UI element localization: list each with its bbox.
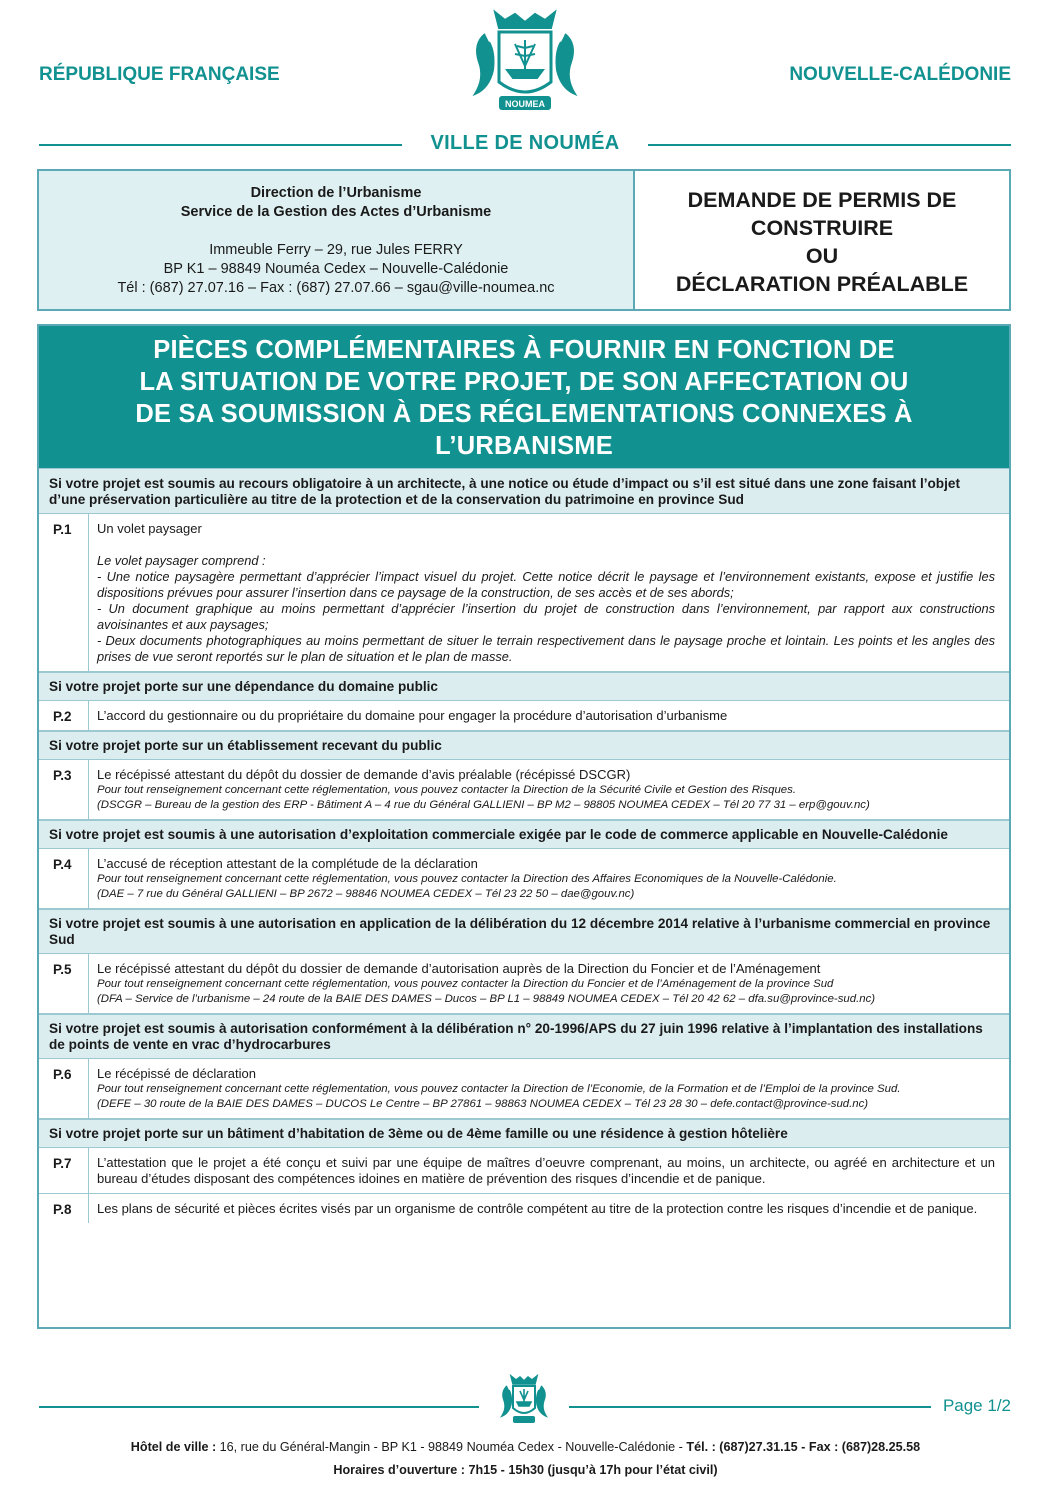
- city-divider: [39, 132, 1011, 156]
- item-text: Le récépissé attestant du dépôt du dossier de demande d’avis préalable (récépissé DSCGR): [97, 767, 631, 782]
- table-row-p2: [39, 701, 1009, 731]
- item-code: P.3: [39, 760, 89, 819]
- item-code: P.2: [39, 701, 89, 730]
- address-box: [37, 169, 635, 311]
- crest-banner-text: NOUMEA: [505, 99, 545, 109]
- form-title-box: [635, 169, 1011, 311]
- table-row-p7: [39, 1148, 1009, 1194]
- item-content: Les plans de sécurité et pièces écrites visés par un organisme de contrôle compétent au titre de la protection contre les risques d’incendie et de panique.: [97, 1201, 978, 1216]
- form-title-line2: CONSTRUIRE: [750, 216, 894, 240]
- item-content: [89, 954, 1009, 1013]
- item-content: [89, 514, 1009, 671]
- item-note: Pour tout renseignement concernant cette réglementation, vous pouvez contacter la Direction de la Sécurité Civile et Gestion des Risques.: [97, 784, 797, 796]
- item-content: [89, 1059, 1009, 1118]
- address-contact: Tél : (687) 27.07.16 – Fax : (687) 27.07.66 – sgau@ville-noumea.nc: [117, 280, 555, 296]
- form-title-line3: OU: [805, 244, 839, 268]
- form-title-line4: DÉCLARATION PRÉALABLE: [675, 272, 969, 296]
- section-domaine-public: Si votre projet porte sur une dépendance du domaine public: [39, 672, 1009, 701]
- item-code: P.5: [39, 954, 89, 1013]
- item-content: [89, 760, 1009, 819]
- page-number: Page 1/2: [942, 1396, 1011, 1415]
- item-text: L’accusé de réception attestant de la complétude de la déclaration: [97, 856, 478, 871]
- address-service: Service de la Gestion des Actes d’Urbanisme: [180, 204, 492, 220]
- address-gap: [39, 222, 633, 241]
- footer-hotel-address: 16, rue du Général-Mangin - BP K1 - 98849 Nouméa Cedex - Nouvelle-Calédonie -: [216, 1440, 687, 1454]
- item-contact: (DEFE – 30 route de la BAIE DES DAMES – DUCOS Le Centre – BP 27861 – 98863 NOUMEA CEDEX – Tél 23 28 30 – defe.contact@province-sud.nc): [97, 1098, 869, 1110]
- item-title: Un volet paysager: [97, 521, 202, 536]
- footer-address: [0, 1440, 1051, 1454]
- main-title: [39, 326, 1009, 468]
- section-habitation: Si votre projet porte sur un bâtiment d’habitation de 3ème ou de 4ème famille ou une résidence à gestion hôtelière: [39, 1119, 1009, 1148]
- address-direction: Direction de l’Urbanisme: [250, 185, 422, 201]
- item-content: L’accord du gestionnaire ou du propriétaire du domaine pour engager la procédure d’autorisation d’urbanisme: [97, 708, 728, 723]
- main-title-line3: DE SA SOUMISSION À DES RÉGLEMENTATIONS CONNEXES À: [135, 400, 913, 428]
- item-code: P.1: [39, 514, 89, 671]
- table-row-p6: [39, 1059, 1009, 1119]
- main-title-line2: LA SITUATION DE VOTRE PROJET, DE SON AFFECTATION OU: [139, 368, 909, 396]
- section-urbanisme-commercial: Si votre projet est soumis à une autorisation en application de la délibération du 12 décembre 2014 relative à l’urbanisme commercial en province Sud: [39, 909, 1009, 954]
- item-contact: (DSCGR – Bureau de la gestion des ERP - Bâtiment A – 4 rue du Général GALLIENI – BP M2 – 98805 NOUMEA CEDEX – Tél 20 77 31 – erp@gouv.nc): [97, 799, 870, 811]
- city-rule-right: [648, 144, 1011, 146]
- item-bullet-1: - Une notice paysagère permettant d’apprécier l’impact visuel du projet. Cette notice décrit le paysage et l’environnement existants, expose et justifie les dispositions prévues pour assurer l’insertion dans ce paysage de la construction, de ses accès et de ses abords;: [97, 569, 995, 600]
- item-code: P.8: [39, 1194, 89, 1223]
- item-note: Pour tout renseignement concernant cette réglementation, vous pouvez contacter la Direction des Affaires Economiques de la Nouvelle-Calédonie.: [97, 873, 837, 885]
- item-contact: (DAE – 7 rue du Général GALLIENI – BP 2672 – 98846 NOUMEA CEDEX – Tél 23 22 50 – dae@gouv.nc): [97, 888, 635, 900]
- noumea-crest-icon: [455, 4, 595, 122]
- table-row-p3: [39, 760, 1009, 820]
- footer-rule-left: [39, 1406, 479, 1408]
- footer-rule-right: [569, 1406, 931, 1408]
- item-code: P.6: [39, 1059, 89, 1118]
- header-republique: RÉPUBLIQUE FRANÇAISE: [39, 64, 280, 85]
- item-bullet-3: - Deux documents photographiques au moins permettant de situer le terrain respectivement dans le paysage proche et lointain. Les points et les angles des prises de vue seront reportés sur le plan de situation et le plan de masse.: [97, 633, 995, 664]
- item-bullet-2: - Un document graphique au moins permettant d’apprécier l’insertion du projet de construction dans l’environnement, par rapport aux constructions avoisinantes et aux paysages;: [97, 601, 995, 632]
- item-content: L’attestation que le projet a été conçu et suivi par une équipe de maîtres d’oeuvre comprenant, au moins, un architecte, ou agréé en architecture et un bureau d’études disposant des compétences idoines en matière de prévention des risques d’incendie et de panique.: [97, 1155, 995, 1186]
- city-name: VILLE DE NOUMÉA: [430, 132, 620, 154]
- section-architecte: Si votre projet est soumis au recours obligatoire à un architecte, à une notice ou étude d’impact ou s’il est situé dans une zone faisant l’objet d’une préservation particulière au titre de la protection et de la conservation du patrimoine en province Sud: [39, 468, 1009, 514]
- item-code: P.7: [39, 1148, 89, 1193]
- table-row-p4: [39, 849, 1009, 909]
- item-intro: Le volet paysager comprend :: [97, 553, 266, 568]
- footer-phone: Tél. : (687)27.31.15 - Fax : (687)28.25.58: [686, 1440, 921, 1454]
- item-text: Le récépissé de déclaration: [97, 1066, 256, 1081]
- section-exploitation-commerciale: Si votre projet est soumis à une autorisation d’exploitation commerciale exigée par le code de commerce applicable en Nouvelle-Calédonie: [39, 820, 1009, 849]
- main-title-line4: L’URBANISME: [435, 432, 613, 460]
- section-hydrocarbures: Si votre projet est soumis à autorisation conformément à la délibération n° 20-1996/APS du 27 juin 1996 relative à l’implantation des installations de points de vente en vrac d’hydrocarbures: [39, 1014, 1009, 1059]
- item-note: Pour tout renseignement concernant cette réglementation, vous pouvez contacter la Direction de l’Economie, de la Formation et de l’Emploi de la province Sud.: [97, 1083, 901, 1095]
- table-row-p5: [39, 954, 1009, 1014]
- item-contact: (DFA – Service de l’urbanisme – 24 route de la BAIE DES DAMES – Ducos – BP L1 – 98849 NOUMEA CEDEX – Tél 20 42 62 – dfa.su@province-sud.nc): [97, 993, 876, 1005]
- item-note: Pour tout renseignement concernant cette réglementation, vous pouvez contacter la Direction du Foncier et de l’Aménagement de la province Sud: [97, 978, 834, 990]
- noumea-crest-small-icon: [494, 1372, 554, 1430]
- footer-hotel-label: Hôtel de ville :: [130, 1440, 217, 1454]
- item-content: [89, 849, 1009, 908]
- form-title-line1: DEMANDE DE PERMIS DE: [687, 188, 957, 212]
- item-gap: [97, 537, 995, 553]
- table-row-p8: [39, 1194, 1009, 1223]
- header-nouvelle-caledonie: NOUVELLE-CALÉDONIE: [789, 64, 1011, 85]
- item-text: Le récépissé attestant du dépôt du dossier de demande d’autorisation auprès de la Direction du Foncier et de l’Aménagement: [97, 961, 821, 976]
- main-title-line1: PIÈCES COMPLÉMENTAIRES À FOURNIR EN FONCTION DE: [153, 336, 895, 364]
- requirements-table: [37, 324, 1011, 1329]
- address-bp: BP K1 – 98849 Nouméa Cedex – Nouvelle-Calédonie: [163, 261, 509, 277]
- footer-divider: [39, 1372, 1011, 1432]
- address-street: Immeuble Ferry – 29, rue Jules FERRY: [209, 242, 463, 258]
- footer-hours: Horaires d’ouverture : 7h15 - 15h30 (jusqu’à 17h pour l’état civil): [333, 1463, 718, 1477]
- table-row-p1: [39, 514, 1009, 672]
- item-code: P.4: [39, 849, 89, 908]
- section-erp: Si votre projet porte sur un établissement recevant du public: [39, 731, 1009, 760]
